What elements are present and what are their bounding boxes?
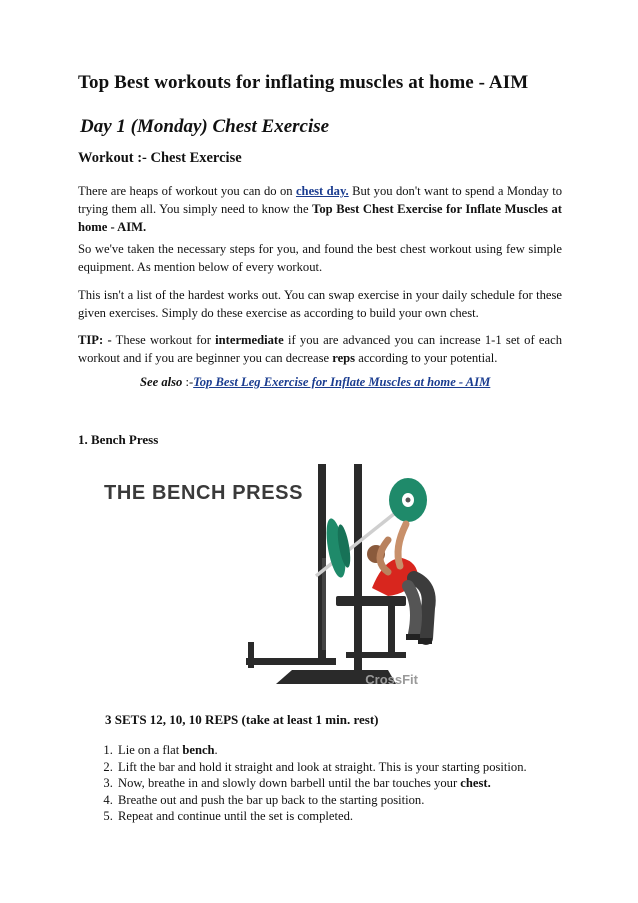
intro-text-continued: But you don't want to spend a Monday to trying them all. You simply need to know the [78,184,562,216]
step-text: Repeat and continue until the set is completed. [118,809,354,824]
tip-label: TIP: - [78,333,112,347]
list-item [116,775,586,792]
bench-pad [336,596,406,606]
tip-reps: reps [332,351,356,365]
step-tail: . [214,743,218,757]
chest-day-link[interactable]: chest day. [295,184,349,198]
list-item [116,792,586,809]
tip-paragraph [78,331,562,367]
intro-bold-text: Top Best Chest Exercise for Inflate Muscles at home - AIM. [78,202,562,234]
tip-text-2: if you are advanced you can increase 1-1 set of each workout and if you are beginner you can decrease [78,333,562,365]
bench-press-steps [96,742,586,825]
list-item [116,742,586,759]
step-text: Now, breathe in and slowly down barbell until the bar touches your [118,776,461,791]
see-also-separator: :- [185,375,194,389]
paragraph-swap: This isn't a list of the hardest works out. You can swap exercise in your daily schedule for these given exercises. Simply do these exercise as according to build your own chest. [78,288,562,320]
bench-press-illustration [96,462,436,694]
bench-press-image [96,462,436,694]
list-item [116,808,586,825]
list-item [116,759,586,776]
image-title: THE BENCH PRESS [104,482,304,504]
leg-exercise-link[interactable]: Top Best Leg Exercise for Inflate Muscles at home - AIM [193,375,491,389]
day-heading: Day 1 (Monday) Chest Exercise [80,116,330,137]
tip-text-3: according to your potential. [355,351,498,365]
crossfit-watermark: CrossFit [365,672,418,687]
step-text: Breathe out and push the bar up back to the starting position. [118,792,425,807]
tip-intermediate: intermediate [215,333,284,347]
tip-text: These workout for [111,333,216,347]
paragraph-steps: So we've taken the necessary steps for you, and found the best chest workout using few simple equipment. As mention below of every workout. [78,242,562,274]
step-bold: bench [182,743,215,757]
workout-label: Workout :- Chest Exercise [78,150,242,166]
see-also-label: See also [140,375,183,389]
sets-reps-info: 3 SETS 12, 10, 10 REPS (take at least 1 min. rest) [105,712,379,727]
see-also-line [140,375,490,390]
step-text: Lift the bar and hold it straight and look at straight. This is your starting position. [118,759,527,774]
intro-paragraph [78,182,562,236]
step-text: Lie on a flat [118,743,183,757]
intro-text: There are heaps of workout you can do on [78,184,296,198]
page-title: Top Best workouts for inflating muscles at home - AIM [78,72,529,93]
step-bold: chest. [460,776,491,791]
exercise-heading: 1. Bench Press [78,432,159,447]
